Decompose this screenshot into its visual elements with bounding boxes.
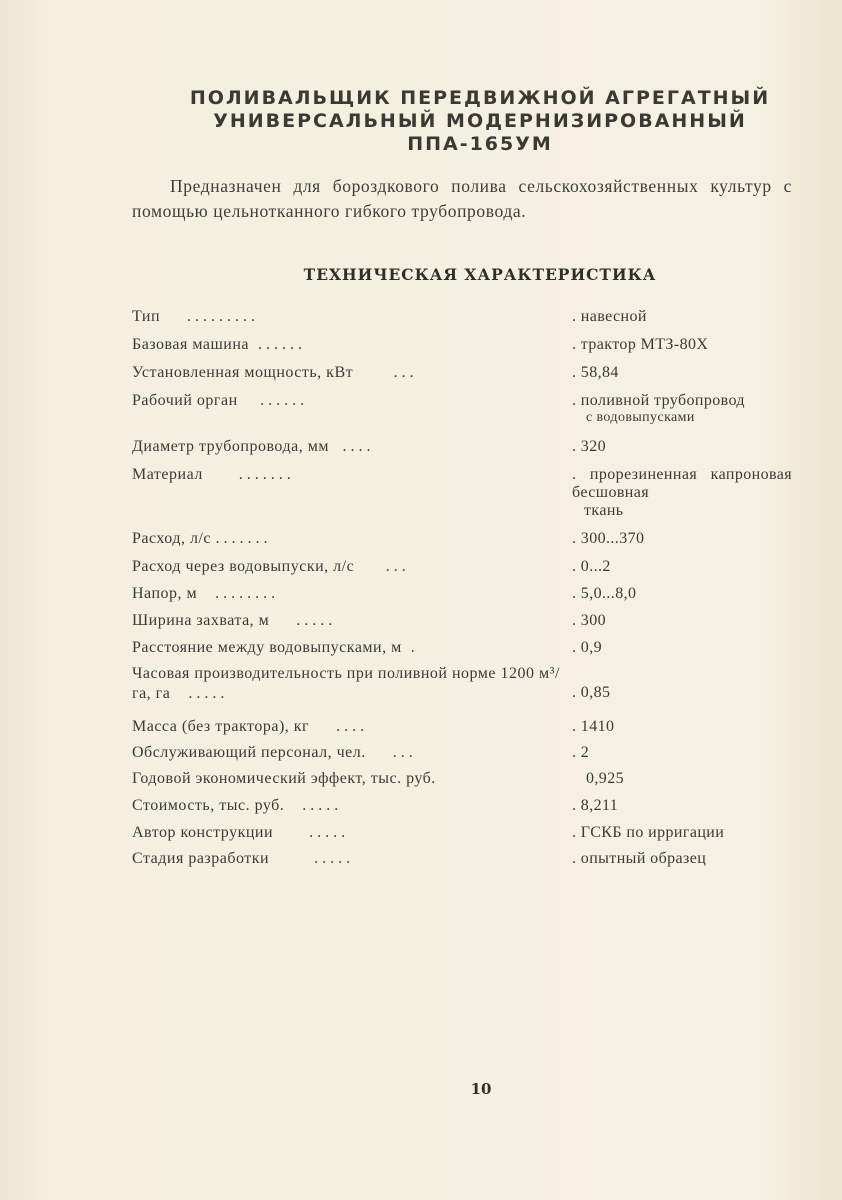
spec-dots: . . . . . . .	[238, 466, 291, 483]
spec-dots: . . . . .	[309, 824, 346, 841]
spec-row-pipe-diameter	[132, 438, 606, 456]
spec-row-head	[132, 585, 636, 603]
spec-label: Стоимость, тыс. руб.	[132, 797, 285, 814]
spec-value-continued: ткань	[584, 502, 624, 519]
spec-row-personnel	[132, 744, 589, 762]
spec-label: Базовая машина	[132, 336, 249, 353]
spec-dots: . . . . .	[188, 685, 225, 702]
spec-label: Масса (без трактора), кг	[132, 718, 310, 735]
spec-value: . 300	[572, 612, 606, 629]
spec-value: . опытный образец	[572, 850, 707, 867]
spec-dots: . . .	[393, 364, 414, 381]
spec-row-outlet-spacing	[132, 639, 602, 657]
spec-value: . 1410	[572, 718, 615, 735]
spec-value: . трактор МТЗ-80Х	[572, 336, 709, 353]
spec-row-width	[132, 612, 606, 630]
spec-label: Рабочий орган	[132, 392, 238, 409]
spec-row-mass	[132, 718, 614, 736]
spec-row-author	[132, 824, 724, 842]
spec-dots: . . . . . .	[257, 336, 302, 353]
title-line-1: ПОЛИВАЛЬЩИК ПЕРЕДВИЖНОЙ АГРЕГАТНЫЙ	[189, 87, 771, 109]
spec-dots: . . . . . . .	[215, 530, 268, 547]
spec-label: Расстояние между водовыпусками, м	[132, 639, 402, 656]
page-number: 10	[470, 1080, 492, 1098]
spec-label: Ширина захвата, м	[132, 612, 270, 629]
spec-dots: . . . . .	[314, 850, 351, 867]
spec-value: . навесной	[572, 308, 647, 325]
spec-row-power	[132, 364, 619, 382]
spec-label: Тип	[132, 308, 160, 325]
spec-value: . 58,84	[572, 364, 619, 381]
spec-row-flow	[132, 530, 644, 548]
spec-dots: .	[410, 639, 415, 656]
title-line-3: ППА-165УМ	[407, 133, 553, 155]
spec-value: . 2	[572, 744, 590, 761]
spec-dots: . . . . .	[296, 612, 333, 629]
spec-value: . 8,211	[572, 797, 619, 814]
spec-row-working-body	[132, 392, 745, 426]
spec-row-material	[132, 466, 792, 520]
spec-dots: . . . . . . . . .	[187, 308, 255, 325]
spec-label: Обслуживающий персонал, чел.	[132, 744, 366, 761]
spec-value: . 5,0...8,0	[572, 585, 637, 602]
spec-row-cost	[132, 797, 618, 815]
spec-label: Расход, л/с	[132, 530, 211, 547]
spec-label: Напор, м	[132, 585, 198, 602]
document-title	[100, 86, 842, 166]
spec-dots: . . . . .	[302, 797, 339, 814]
spec-row-base-machine	[132, 336, 708, 354]
spec-dots: . . .	[392, 744, 413, 761]
spec-value: . 0,9	[572, 639, 602, 656]
spec-row-outlet-flow	[132, 558, 611, 576]
intro-text: Предназначен для бороздкового полива сельскохозяйственных культур с помощью цельнотканного гибкого трубопровода.	[132, 176, 792, 221]
spec-label: Диаметр трубопровода, мм	[132, 438, 329, 455]
spec-label: Установленная мощность, кВт	[132, 364, 354, 381]
spec-label: Часовая производительность при поливной норме 1200 м³/га, га	[132, 665, 560, 702]
spec-label: Материал	[132, 466, 203, 483]
intro-paragraph	[132, 174, 792, 224]
spec-row-type	[132, 308, 647, 326]
spec-row-stage	[132, 850, 706, 868]
spec-label: Автор конструкции	[132, 824, 274, 841]
section-title: ТЕХНИЧЕСКАЯ ХАРАКТЕРИСТИКА	[303, 265, 657, 284]
spec-label: Годовой экономический эффект, тыс. руб.	[132, 770, 436, 787]
spec-dots: . . . . . .	[260, 392, 305, 409]
spec-label: Расход через водовыпуски, л/с	[132, 558, 355, 575]
spec-value: 0,925	[586, 770, 624, 787]
spec-value: . 300...370	[572, 530, 645, 547]
spec-row-economic-effect	[132, 770, 624, 788]
spec-label: Стадия разработки	[132, 850, 270, 867]
spec-value: . ГСКБ по ирригации	[572, 824, 725, 841]
spec-value: . прорезиненная капроновая бесшовная	[572, 466, 792, 501]
spec-dots: . . . .	[336, 718, 365, 735]
spec-value: . 0,85	[572, 684, 611, 701]
spec-dots: . . . . . . . .	[215, 585, 276, 602]
spec-dots: . . . .	[342, 438, 371, 455]
spec-dots: . . .	[385, 558, 406, 575]
title-line-2: УНИВЕРСАЛЬНЫЙ МОДЕРНИЗИРОВАННЫЙ	[213, 110, 747, 132]
spec-value: . поливной трубопровод	[572, 392, 745, 409]
spec-value-continued: с водовыпусками	[586, 410, 695, 425]
spec-value: . 0...2	[572, 558, 611, 575]
spec-row-productivity	[132, 664, 610, 704]
spec-value: . 320	[572, 438, 606, 455]
